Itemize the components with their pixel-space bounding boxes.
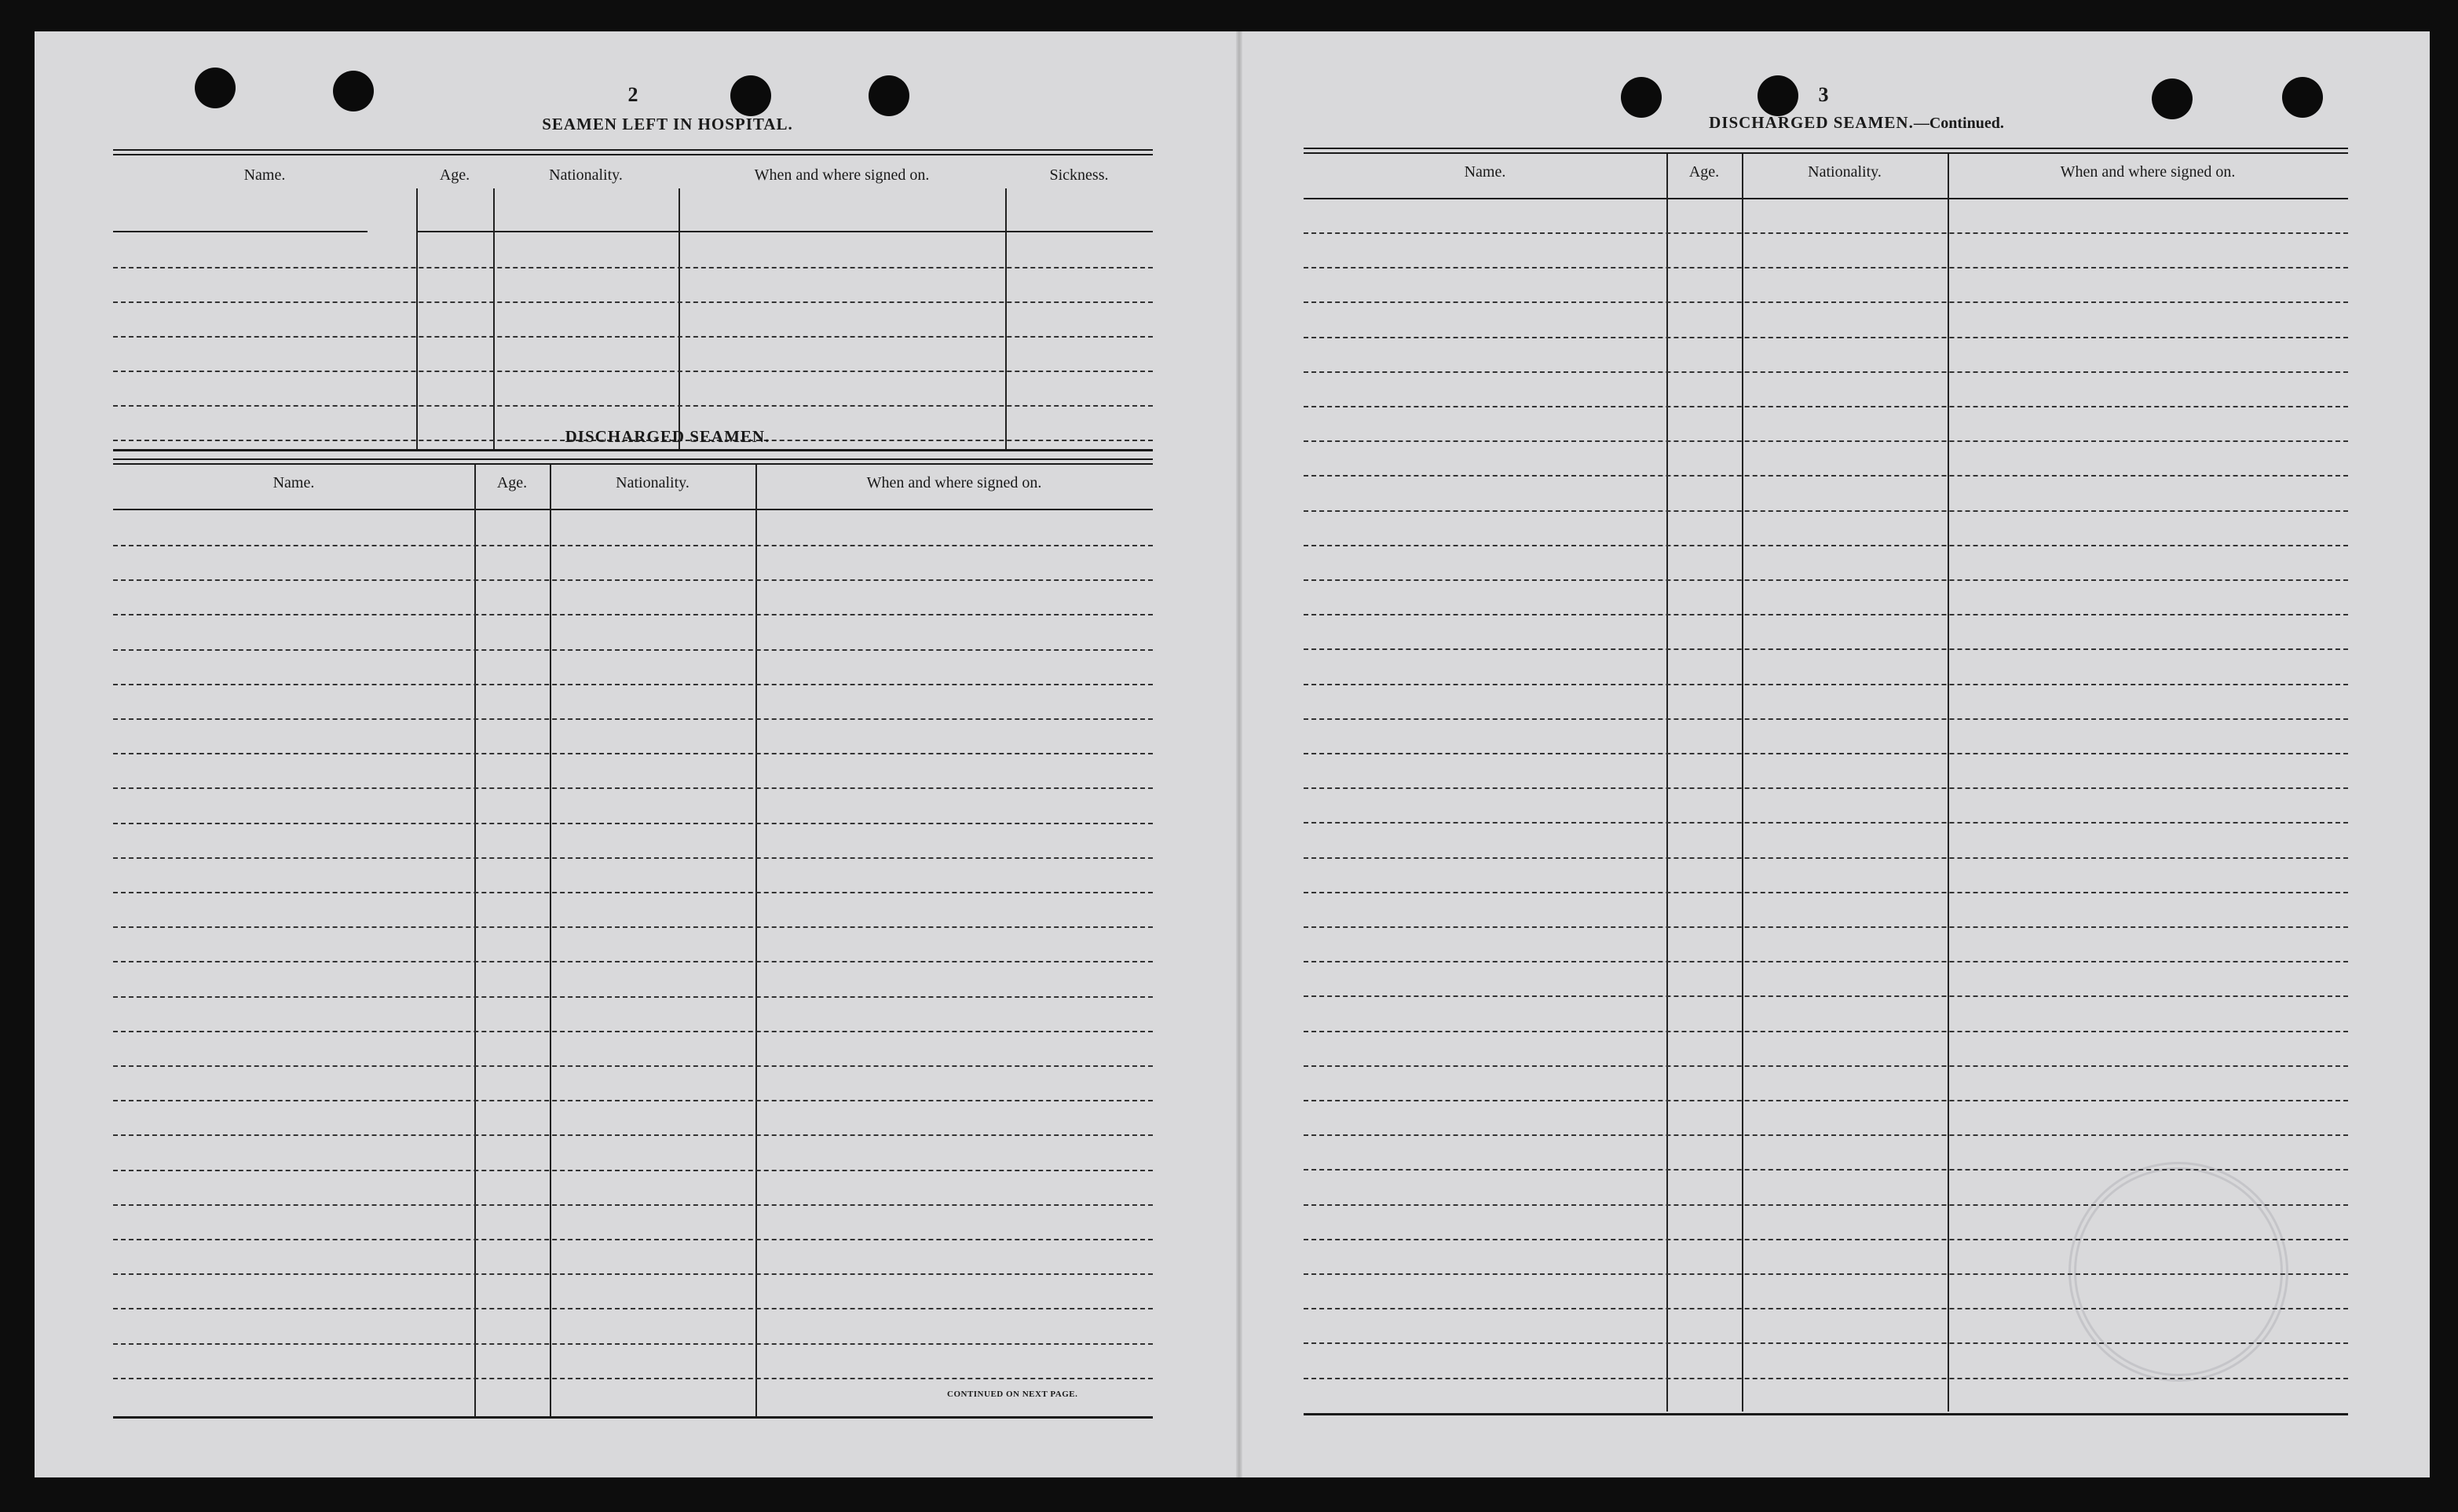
- punch-hole: [869, 75, 909, 116]
- ruled-row-line: [1304, 857, 2348, 859]
- ruled-row-line: [113, 892, 1153, 893]
- ruled-row-line: [113, 753, 1153, 754]
- ruled-row-line: [1304, 753, 2348, 754]
- ruled-row-line: [113, 1065, 1153, 1067]
- ruled-row-line: [1304, 232, 2348, 234]
- punch-hole: [1621, 77, 1662, 118]
- ruled-row-line: [1304, 892, 2348, 893]
- continued-note: CONTINUED ON NEXT PAGE.: [947, 1390, 1078, 1399]
- column-divider: [416, 188, 418, 449]
- ruled-row-line: [113, 996, 1153, 998]
- table-top-rule: [113, 458, 1153, 465]
- ruled-row-line: [1304, 510, 2348, 512]
- ruled-row-line: [1304, 1065, 2348, 1067]
- header-underline: [113, 231, 368, 232]
- col-name: Name.: [243, 166, 286, 184]
- table-top-rule: [1304, 148, 2348, 154]
- punch-hole: [195, 68, 236, 108]
- continued-suffix: —Continued.: [1913, 115, 2004, 132]
- hospital-section-title: SEAMEN LEFT IN HOSPITAL.: [542, 115, 793, 133]
- ruled-row-line: [113, 823, 1153, 824]
- ruled-row-line: [113, 1170, 1153, 1171]
- ruled-row-line: [113, 371, 1153, 372]
- ruled-row-line: [113, 684, 1153, 685]
- header-underline: [113, 509, 1153, 510]
- ruled-row-line: [1304, 995, 2348, 997]
- ruled-row-line: [1304, 787, 2348, 789]
- ruled-row-line: [1304, 1134, 2348, 1136]
- header-underline: [1304, 198, 2348, 199]
- form-sheet: [35, 31, 2430, 1477]
- ruled-row-line: [113, 1204, 1153, 1206]
- ruled-row-line: [1304, 475, 2348, 477]
- ruled-row-line: [113, 857, 1153, 859]
- ruled-row-line: [1304, 1100, 2348, 1101]
- table-bottom-rule: [1304, 1413, 2348, 1415]
- col-sickness: Sickness.: [1049, 166, 1109, 184]
- table-top-rule: [113, 149, 1153, 155]
- column-divider: [679, 188, 680, 449]
- table-bottom-rule: [113, 449, 1153, 451]
- ruled-row-line: [1304, 926, 2348, 928]
- ruled-row-line: [113, 405, 1153, 407]
- discharged-section-title: DISCHARGED SEAMEN.: [565, 427, 770, 446]
- ruled-row-line: [1304, 718, 2348, 720]
- col-age: Age.: [496, 474, 528, 491]
- col-age: Age.: [1688, 163, 1720, 181]
- ruled-row-line: [1304, 961, 2348, 962]
- discharged-continued-title: [1637, 113, 2076, 133]
- col-nationality: Nationality.: [549, 166, 623, 184]
- ruled-row-line: [113, 1343, 1153, 1345]
- col-signed-on: When and where signed on.: [2060, 163, 2236, 181]
- ruled-row-line: [113, 301, 1153, 303]
- column-divider: [1742, 154, 1743, 1412]
- page-number-right: 3: [1818, 83, 1829, 106]
- faded-stamp: [2068, 1162, 2288, 1382]
- ruled-row-line: [113, 336, 1153, 338]
- ruled-row-line: [1304, 822, 2348, 824]
- ruled-row-line: [113, 579, 1153, 581]
- punch-hole: [2282, 77, 2323, 118]
- col-name: Name.: [273, 474, 315, 491]
- ruled-row-line: [1304, 684, 2348, 685]
- column-divider: [493, 188, 495, 449]
- ruled-row-line: [113, 1239, 1153, 1240]
- ruled-row-line: [1304, 371, 2348, 373]
- discharged-title-text: DISCHARGED SEAMEN.: [1709, 113, 1914, 132]
- page-number-left: 2: [627, 83, 638, 106]
- ruled-row-line: [113, 1378, 1153, 1379]
- column-divider: [1005, 188, 1007, 449]
- ruled-row-line: [113, 961, 1153, 962]
- ruled-row-line: [1304, 440, 2348, 442]
- ruled-row-line: [113, 545, 1153, 546]
- punch-hole: [1758, 75, 1798, 116]
- page-fold: [1236, 31, 1242, 1477]
- col-signed-on: When and where signed on.: [866, 474, 1042, 491]
- ruled-row-line: [113, 718, 1153, 720]
- punch-hole: [730, 75, 771, 116]
- ruled-row-line: [113, 1273, 1153, 1275]
- col-name: Name.: [1464, 163, 1506, 181]
- hospital-table: [113, 149, 1153, 451]
- ruled-row-line: [1304, 614, 2348, 615]
- ruled-row-line: [1304, 267, 2348, 268]
- column-divider: [1666, 154, 1668, 1412]
- ruled-row-line: [113, 926, 1153, 928]
- ruled-row-line: [1304, 301, 2348, 303]
- ruled-row-line: [113, 649, 1153, 651]
- ruled-row-line: [1304, 1031, 2348, 1032]
- ruled-row-line: [113, 1134, 1153, 1136]
- col-nationality: Nationality.: [1808, 163, 1882, 181]
- discharged-table-left: [113, 458, 1153, 1418]
- table-bottom-rule: [113, 1416, 1153, 1419]
- ruled-row-line: [1304, 648, 2348, 650]
- punch-hole: [2152, 79, 2193, 119]
- punch-hole: [333, 71, 374, 111]
- column-divider: [1948, 154, 1949, 1412]
- ruled-row-line: [113, 614, 1153, 615]
- col-signed-on: When and where signed on.: [754, 166, 930, 184]
- header-underline: [416, 231, 1153, 232]
- col-age: Age.: [439, 166, 470, 184]
- ruled-row-line: [1304, 406, 2348, 407]
- ruled-row-line: [113, 1100, 1153, 1101]
- ruled-row-line: [113, 267, 1153, 268]
- col-nationality: Nationality.: [616, 474, 689, 491]
- ruled-row-line: [1304, 337, 2348, 338]
- ruled-row-line: [1304, 579, 2348, 581]
- ruled-row-line: [113, 787, 1153, 789]
- ruled-row-line: [113, 1031, 1153, 1032]
- ruled-row-line: [1304, 545, 2348, 546]
- ruled-row-line: [113, 1308, 1153, 1309]
